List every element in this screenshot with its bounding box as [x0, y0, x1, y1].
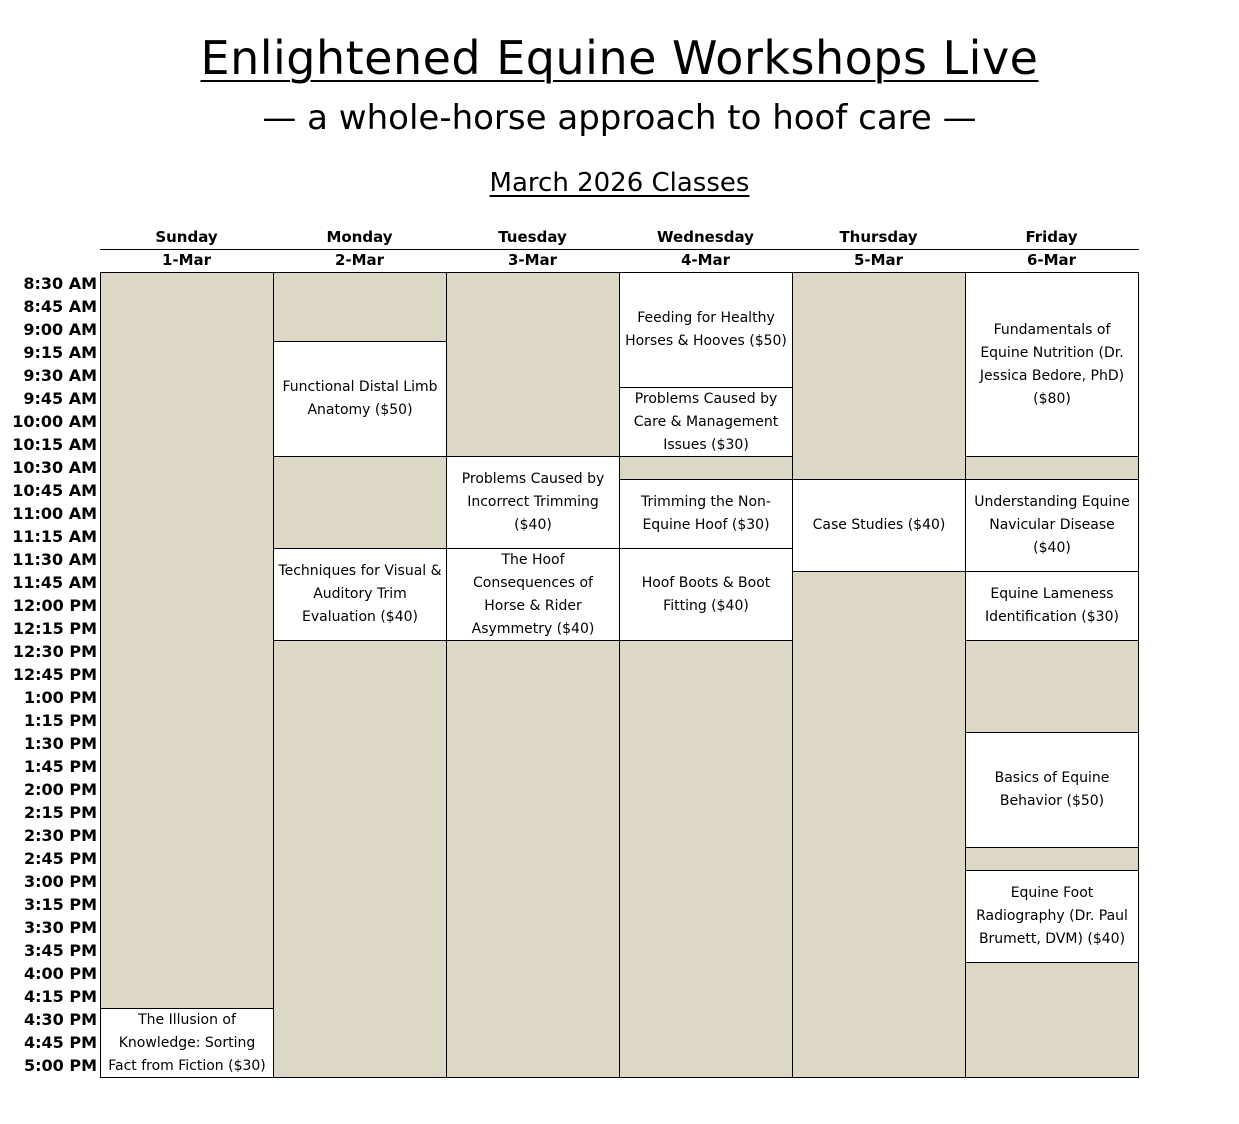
class-block — [965, 479, 1139, 572]
class-title: Problems Caused by Care & Management Issues ($30) — [633, 390, 779, 453]
free-slot — [273, 272, 447, 342]
day-date-monday: 2-Mar — [334, 251, 385, 269]
time-label: 12:15 PM — [12, 619, 97, 638]
class-block — [619, 387, 793, 457]
free-slot — [273, 456, 447, 549]
time-label: 12:30 PM — [12, 642, 97, 661]
free-slot — [446, 640, 620, 1078]
time-label: 11:00 AM — [12, 504, 97, 523]
time-label: 4:00 PM — [23, 964, 97, 983]
time-label: 9:15 AM — [23, 343, 97, 362]
time-label: 1:45 PM — [23, 757, 97, 776]
free-slot — [619, 640, 793, 1078]
time-label: 9:45 AM — [23, 389, 97, 408]
free-slot — [100, 272, 274, 1009]
time-label: 1:15 PM — [23, 711, 97, 730]
class-title: Hoof Boots & Boot Fitting ($40) — [641, 574, 771, 614]
free-slot — [273, 640, 447, 1078]
class-block — [619, 548, 793, 641]
free-slot — [965, 456, 1139, 480]
class-block — [446, 456, 620, 549]
header-divider — [100, 249, 1139, 250]
time-label: 12:45 PM — [12, 665, 97, 684]
time-label: 8:30 AM — [23, 274, 97, 293]
time-label: 12:00 PM — [12, 596, 97, 615]
free-slot — [965, 847, 1139, 871]
time-label: 11:45 AM — [12, 573, 97, 592]
free-slot — [965, 962, 1139, 1078]
day-name-monday: Monday — [326, 228, 393, 246]
time-label: 1:30 PM — [23, 734, 97, 753]
class-block — [619, 272, 793, 388]
day-name-friday: Friday — [1025, 228, 1078, 246]
day-name-thursday: Thursday — [839, 228, 918, 246]
free-slot — [792, 272, 966, 480]
class-block — [273, 548, 447, 641]
time-label: 3:30 PM — [23, 918, 97, 937]
class-title: Functional Distal Limb Anatomy ($50) — [282, 379, 438, 418]
class-title: Fundamentals of Equine Nutrition (Dr. Jessica Bedore, PhD) ($80) — [979, 321, 1125, 407]
time-label: 2:45 PM — [23, 849, 97, 868]
class-block — [100, 1008, 274, 1078]
class-block — [619, 479, 793, 549]
day-date-wednesday: 4-Mar — [680, 251, 731, 269]
class-block — [273, 341, 447, 457]
time-label: 9:00 AM — [23, 320, 97, 339]
day-name-wednesday: Wednesday — [657, 228, 754, 246]
class-title: Basics of Equine Behavior ($50) — [994, 770, 1110, 809]
time-label: 10:00 AM — [12, 412, 97, 431]
page-title: Enlightened Equine Workshops Live — [200, 31, 1039, 85]
day-date-thursday: 5-Mar — [853, 251, 904, 269]
month-heading: March 2026 Classes — [489, 168, 750, 198]
day-name-tuesday: Tuesday — [498, 228, 567, 246]
class-block — [965, 732, 1139, 848]
class-title: Equine Foot Radiography (Dr. Paul Brumett, DVM) ($40) — [976, 885, 1128, 947]
class-title: Case Studies ($40) — [812, 517, 946, 533]
time-label: 10:30 AM — [12, 458, 97, 477]
class-title: Trimming the Non-Equine Hoof ($30) — [641, 494, 771, 533]
class-title: The Illusion of Knowledge: Sorting Fact from Fiction ($30) — [108, 1011, 266, 1074]
time-label: 10:45 AM — [12, 481, 97, 500]
time-label: 2:30 PM — [23, 826, 97, 845]
time-label: 9:30 AM — [23, 366, 97, 385]
time-label: 3:45 PM — [23, 941, 97, 960]
time-label: 2:15 PM — [23, 803, 97, 822]
free-slot — [965, 640, 1139, 733]
class-block — [792, 479, 966, 572]
time-label: 4:30 PM — [23, 1010, 97, 1029]
class-title: The Hoof Consequences of Horse & Rider Asymmetry ($40) — [471, 551, 595, 637]
class-title: Understanding Equine Navicular Disease ($40) — [974, 494, 1130, 556]
time-label: 4:15 PM — [23, 987, 97, 1006]
day-date-tuesday: 3-Mar — [507, 251, 558, 269]
time-label: 4:45 PM — [23, 1033, 97, 1052]
time-label: 3:00 PM — [23, 872, 97, 891]
time-label: 10:15 AM — [12, 435, 97, 454]
time-label: 11:15 AM — [12, 527, 97, 546]
free-slot — [446, 272, 620, 457]
class-block — [965, 571, 1139, 641]
class-block — [965, 870, 1139, 963]
time-label: 2:00 PM — [23, 780, 97, 799]
day-name-sunday: Sunday — [155, 228, 218, 246]
time-label: 8:45 AM — [23, 297, 97, 316]
class-title: Techniques for Visual & Auditory Trim Evaluation ($40) — [278, 563, 442, 625]
page-subtitle: — a whole-horse approach to hoof care — — [262, 98, 977, 138]
time-label: 5:00 PM — [23, 1056, 97, 1075]
class-block — [965, 272, 1139, 457]
time-label: 3:15 PM — [23, 895, 97, 914]
class-title: Feeding for Healthy Horses & Hooves ($50) — [625, 310, 787, 349]
day-date-sunday: 1-Mar — [161, 251, 212, 269]
day-date-friday: 6-Mar — [1026, 251, 1077, 269]
time-label: 1:00 PM — [23, 688, 97, 707]
free-slot — [619, 456, 793, 480]
class-block — [446, 548, 620, 641]
free-slot — [792, 571, 966, 1078]
time-label: 11:30 AM — [12, 550, 97, 569]
class-title: Equine Lameness Identification ($30) — [985, 586, 1119, 625]
class-title: Problems Caused by Incorrect Trimming ($40) — [461, 471, 605, 533]
